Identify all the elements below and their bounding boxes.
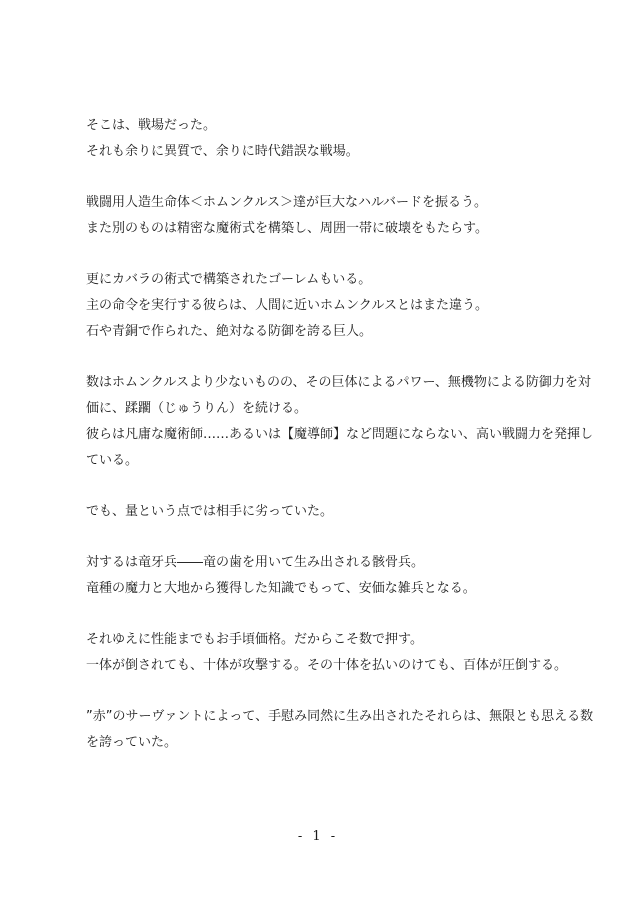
- text-line: 彼らは凡庸な魔術師……あるいは【魔導師】など問題にならない、高い戦闘力を発揮し: [86, 427, 594, 442]
- text-body: [86, 113, 594, 756]
- text-line: を誇っていた。: [86, 735, 178, 750]
- text-line: 主の命令を実行する彼らは、人間に近いホムンクルスとはまた違う。: [86, 298, 488, 313]
- text-line: 更にカバラの術式で構築されたゴーレムもいる。: [86, 272, 372, 287]
- paragraph-break: [86, 345, 556, 370]
- paragraph: [86, 370, 594, 474]
- text-line: それゆえに性能までもお手頃価格。だからこそ数で押す。: [86, 632, 423, 647]
- paragraph-break: [86, 525, 556, 550]
- paragraph: [86, 550, 556, 602]
- text-line: 数はホムンクルスより少ないものの、その巨体によるパワー、無機物による防御力を対: [86, 375, 591, 390]
- page-number: - 1 -: [297, 829, 339, 844]
- text-line: 一体が倒されても、十体が攻撃する。その十体を払いのけても、百体が圧倒する。: [86, 658, 568, 673]
- paragraph: [86, 627, 568, 679]
- paragraph-break: [86, 679, 556, 704]
- text-line: ”赤”のサーヴァントによって、手慰み同然に生み出されたそれらは、無限とも思える数: [86, 709, 594, 724]
- paragraph: [86, 267, 556, 345]
- text-line: 戦闘用人造生命体＜ホムンクルス＞達が巨大なハルバードを振るう。: [86, 195, 488, 210]
- text-line: でも、量という点では相手に劣っていた。: [86, 504, 334, 519]
- text-line: 竜種の魔力と大地から獲得した知識でもって、安価な雑兵となる。: [86, 581, 476, 596]
- paragraph: [86, 704, 594, 756]
- paragraph-break: [86, 602, 556, 627]
- paragraph-break: [86, 474, 556, 499]
- text-line: 対するは竜牙兵――竜の歯を用いて生み出される骸骨兵。: [86, 555, 425, 570]
- paragraph-break: [86, 242, 556, 267]
- text-line: ている。: [86, 453, 139, 468]
- text-line: それも余りに異質で、余りに時代錯誤な戦場。: [86, 144, 359, 159]
- text-line: そこは、戦場だった。: [86, 118, 217, 133]
- text-line: また別のものは精密な魔術式を構築し、周囲一帯に破壊をもたらす。: [86, 221, 488, 236]
- text-line: 価に、蹂躙（じゅうりん）を続ける。: [86, 401, 308, 416]
- text-line: 石や青銅で作られた、絶対なる防御を誇る巨人。: [86, 324, 373, 339]
- paragraph: [86, 499, 556, 525]
- paragraph-break: [86, 165, 556, 190]
- paragraph: [86, 113, 556, 165]
- paragraph: [86, 190, 556, 242]
